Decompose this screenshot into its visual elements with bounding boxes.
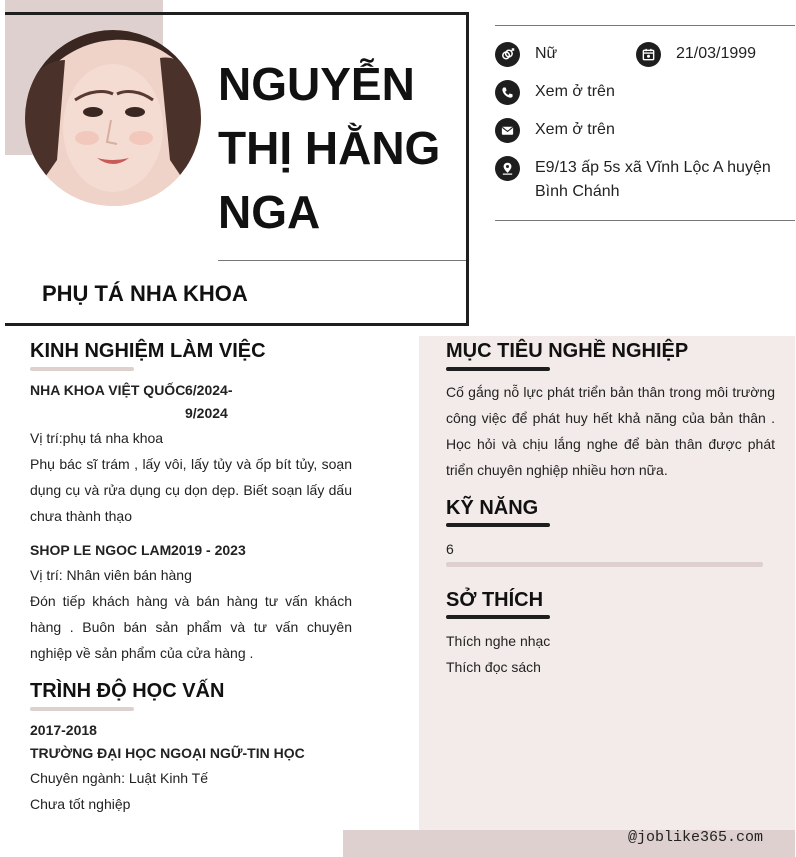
experience-title: KINH NGHIỆM LÀM VIỆC xyxy=(30,340,266,362)
job-1-company: NHA KHOA VIỆT QUỐC xyxy=(30,382,186,398)
name-line-1: NGUYỄN xyxy=(218,58,415,110)
objective-title-underline xyxy=(446,367,550,371)
phone-icon xyxy=(495,80,520,105)
location-pin-icon xyxy=(495,156,520,181)
skills-title: KỸ NĂNG xyxy=(446,497,539,519)
job-2-period: 2019 - 2023 xyxy=(171,542,246,558)
job-2-position: Vị trí: Nhân viên bán hàng xyxy=(30,567,192,583)
watermark: @joblike365.com xyxy=(628,829,764,846)
contact-birthdate xyxy=(636,42,756,67)
name-divider xyxy=(218,260,466,261)
skill-bar xyxy=(446,562,763,567)
job-1-period-start: 6/2024- xyxy=(185,382,233,398)
job-1-position: Vị trí:phụ tá nha khoa xyxy=(30,430,164,446)
education-title: TRÌNH ĐỘ HỌC VẤN xyxy=(30,680,225,702)
phone-value: Xem ở trên xyxy=(535,83,615,100)
calendar-icon xyxy=(636,42,661,67)
skills-title-underline xyxy=(446,523,550,527)
gender-icon xyxy=(495,42,520,67)
skill-name: 6 xyxy=(446,541,454,557)
name-line-3: NGA xyxy=(218,186,321,238)
contact-email xyxy=(495,118,615,143)
hobby-item: Thích đọc sách xyxy=(446,659,541,675)
job-1-description: Phụ bác sĩ trám , lấy vôi, lấy tủy và ốp bít tủy, soạn dụng cụ và rửa dụng cụ dọn dẹp. Biết soạn lấy dấu chưa thành thạo xyxy=(30,456,352,524)
hobby-item: Thích nghe nhạc xyxy=(446,633,551,649)
envelope-icon xyxy=(495,118,520,143)
education-status: Chưa tốt nghiệp xyxy=(30,796,131,812)
full-name xyxy=(218,52,458,244)
contact-phone xyxy=(495,80,615,105)
education-school: TRƯỜNG ĐẠI HỌC NGOẠI NGỮ-TIN HỌC xyxy=(30,745,305,761)
education-major: Chuyên ngành: Luật Kinh Tế xyxy=(30,770,208,786)
job-1-period-end: 9/2024 xyxy=(185,405,228,421)
name-line-2: THỊ HẰNG xyxy=(218,122,441,174)
avatar-photo xyxy=(25,30,201,206)
job-2-description: Đón tiếp khách hàng và bán hàng tư vấn khách hàng . Buôn bán sản phẩm và tư vấn chuyên nghiệp về sản phẩm của cửa hàng . xyxy=(30,593,352,661)
job-title: PHỤ TÁ NHA KHOA xyxy=(42,281,248,306)
objective-text: Cố gắng nỗ lực phát triển bản thân trong môi trường công việc để phát huy hết khả năng của bản thân . Học hỏi và chịu lắng nghe để bàn thân được phát triển chuyên nghiệp nhiều hơn nữa. xyxy=(446,384,775,478)
job-2-company: SHOP LE NGOC LAM xyxy=(30,542,172,558)
objective-title: MỤC TIÊU NGHỀ NGHIỆP xyxy=(446,340,689,362)
experience-title-underline xyxy=(30,367,134,371)
avatar xyxy=(25,30,201,206)
birthdate-value: 21/03/1999 xyxy=(676,45,757,62)
email-value: Xem ở trên xyxy=(535,121,615,138)
hobbies-title-underline xyxy=(446,615,550,619)
contact-gender xyxy=(495,42,557,67)
education-title-underline xyxy=(30,707,134,711)
address-value: E9/13 ấp 5s xã Vĩnh Lộc A huyện Bình Chánh xyxy=(535,159,771,200)
hobbies-title: SỞ THÍCH xyxy=(446,589,544,611)
contact-address xyxy=(495,156,785,204)
gender-value: Nữ xyxy=(535,45,558,62)
education-years: 2017-2018 xyxy=(30,722,97,738)
